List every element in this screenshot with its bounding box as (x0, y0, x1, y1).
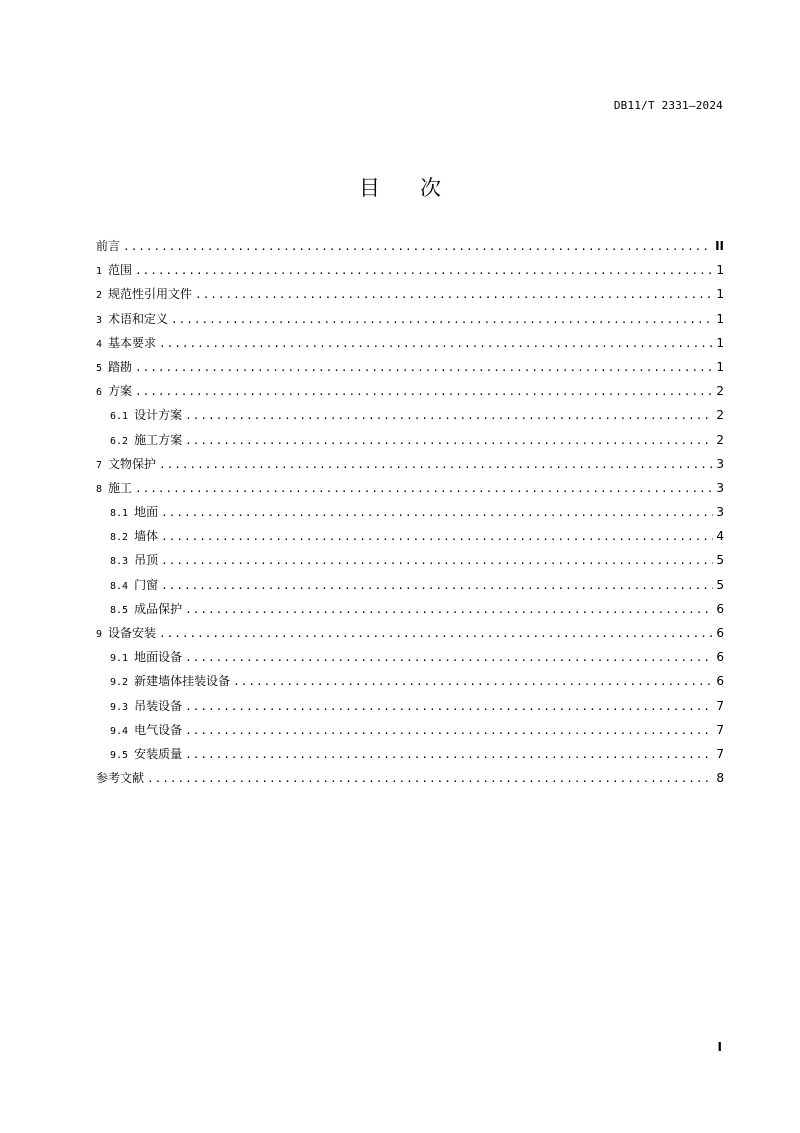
toc-entry[interactable] (96, 334, 724, 358)
toc-dot-leader (135, 482, 713, 495)
toc-entry[interactable] (96, 648, 724, 672)
toc-title: 目次 (359, 176, 481, 200)
toc-entry-number: 8.3 (110, 556, 129, 568)
toc-entry-page: 3 (716, 480, 724, 495)
toc-entry-page: 7 (716, 722, 724, 737)
toc-entry-page: 1 (716, 287, 724, 302)
toc-dot-leader (185, 409, 713, 422)
toc-dot-leader (185, 603, 713, 616)
toc-entry[interactable] (96, 600, 724, 624)
toc-dot-leader (135, 385, 713, 398)
toc-entry-number: 9 (96, 629, 103, 640)
toc-entry-label: 设备安装 (108, 626, 157, 640)
toc-dot-leader (123, 240, 712, 253)
toc-dot-leader (233, 675, 713, 688)
page-number: I (717, 1040, 722, 1054)
toc-dot-leader (185, 434, 713, 447)
toc-entry-number: 8.4 (110, 580, 129, 592)
toc-entry-label: 电气设备 (134, 722, 183, 737)
toc-entry-label: 方案 (108, 384, 133, 399)
toc-entry[interactable] (96, 672, 724, 696)
toc-entry-label: 文物保护 (108, 456, 157, 471)
toc-entry[interactable] (96, 431, 724, 455)
toc-dot-leader (159, 458, 713, 471)
toc-entry-page: 3 (716, 505, 724, 520)
toc-entry-page: 2 (716, 408, 724, 423)
toc-entry-page: 8 (716, 771, 724, 786)
toc-entry-page: 1 (716, 311, 724, 326)
toc-entry-number: 9.3 (110, 701, 129, 713)
toc-entry[interactable] (96, 455, 724, 479)
toc-entry-page: 1 (716, 263, 724, 278)
toc-entry-page: II (715, 239, 724, 253)
toc-entry-label: 安装质量 (134, 746, 183, 761)
toc-entry-page: 7 (716, 746, 724, 761)
toc-entry-label: 设计方案 (134, 408, 183, 423)
toc-entry-page: 7 (716, 698, 724, 713)
toc-dot-leader (185, 748, 713, 761)
toc-entry-label: 新建墙体挂装设备 (134, 674, 231, 689)
toc-entry-page: 2 (716, 432, 724, 447)
toc-entry-label: 施工 (108, 480, 133, 495)
toc-dot-leader (185, 724, 713, 737)
toc-entry[interactable] (96, 721, 724, 745)
toc-entry[interactable] (96, 769, 724, 793)
toc-entry-number: 6.2 (110, 435, 129, 447)
toc-entry-page: 2 (716, 384, 724, 399)
toc-entry-number: 5 (96, 362, 103, 374)
toc-dot-leader (161, 530, 713, 543)
toc-entry-number: 4 (96, 338, 103, 350)
toc-entry-number: 6 (96, 387, 103, 399)
toc-entry-label: 施工方案 (134, 432, 183, 447)
toc-entry-label: 规范性引用文件 (108, 287, 193, 302)
toc-entry-number: 6.1 (110, 411, 129, 423)
toc-entry-number: 8.1 (110, 508, 129, 520)
toc-entry-label: 前言 (96, 239, 121, 253)
toc-entry-label: 基本要求 (108, 335, 157, 350)
toc-entry-number: 8 (96, 483, 103, 495)
toc-entry-label: 吊装设备 (134, 698, 183, 713)
toc-dot-leader (135, 361, 713, 374)
toc-entry-label: 踏勘 (108, 359, 133, 374)
toc-entry-number: 8.5 (110, 604, 129, 616)
toc-dot-leader (185, 651, 713, 664)
toc-entry[interactable] (96, 382, 724, 406)
toc-dot-leader (195, 288, 713, 301)
toc-entry-number: 9.2 (110, 677, 129, 689)
toc-entry-number: 8.2 (110, 532, 129, 544)
toc-entry-page: 6 (716, 674, 724, 689)
toc-entry-page: 1 (716, 359, 724, 374)
toc-dot-leader (185, 700, 713, 713)
toc-dot-leader (171, 313, 713, 326)
toc-entry-number: 1 (96, 266, 103, 278)
toc-entry-page: 4 (716, 529, 724, 544)
toc-dot-leader (161, 506, 713, 519)
toc-entry-label: 墙体 (134, 529, 159, 544)
toc-entry-page: 1 (716, 335, 724, 350)
toc-entry-number: 2 (96, 290, 103, 302)
toc-entry-label: 吊顶 (134, 553, 159, 568)
toc-entry[interactable] (96, 745, 724, 769)
toc-entry-label: 成品保护 (134, 601, 183, 616)
toc-entry[interactable] (96, 285, 724, 309)
toc-entry[interactable] (96, 527, 724, 551)
toc-dot-leader (161, 554, 713, 567)
toc-entry-page: 5 (716, 553, 724, 568)
toc-entry[interactable] (96, 551, 724, 575)
toc-entry-label: 地面设备 (134, 650, 183, 665)
toc-dot-leader (147, 772, 713, 785)
toc-entry[interactable] (96, 310, 724, 334)
toc-entry-label: 范围 (108, 263, 133, 278)
document-code: DB11/T 2331—2024 (613, 99, 723, 112)
toc-dot-leader (159, 627, 713, 640)
table-of-contents (96, 237, 724, 793)
toc-entry-number: 9.5 (110, 749, 129, 761)
toc-entry[interactable] (96, 576, 724, 600)
toc-entry[interactable] (96, 358, 724, 382)
toc-entry[interactable] (96, 697, 724, 721)
toc-entry-page: 5 (716, 577, 724, 592)
toc-entry[interactable] (96, 479, 724, 503)
toc-entry[interactable] (96, 261, 724, 285)
toc-entry-label: 地面 (134, 505, 159, 520)
toc-entry-number: 9.1 (110, 653, 129, 665)
toc-dot-leader (161, 579, 713, 592)
toc-entry-page: 6 (716, 650, 724, 665)
toc-entry-label: 参考文献 (96, 771, 145, 786)
toc-entry-page: 3 (716, 456, 724, 471)
toc-entry[interactable] (96, 503, 724, 527)
toc-entry-page: 6 (716, 626, 724, 640)
toc-dot-leader (159, 337, 713, 350)
toc-entry-label: 术语和定义 (108, 311, 169, 326)
toc-entry-page: 6 (716, 601, 724, 616)
toc-dot-leader (135, 264, 713, 277)
toc-entry-label: 门窗 (134, 577, 159, 592)
toc-entry-number: 7 (96, 459, 103, 471)
toc-entry[interactable] (96, 237, 724, 261)
toc-entry-number: 9.4 (110, 725, 129, 737)
toc-entry[interactable] (96, 624, 724, 648)
toc-entry-number: 3 (96, 314, 103, 326)
toc-entry[interactable] (96, 406, 724, 430)
